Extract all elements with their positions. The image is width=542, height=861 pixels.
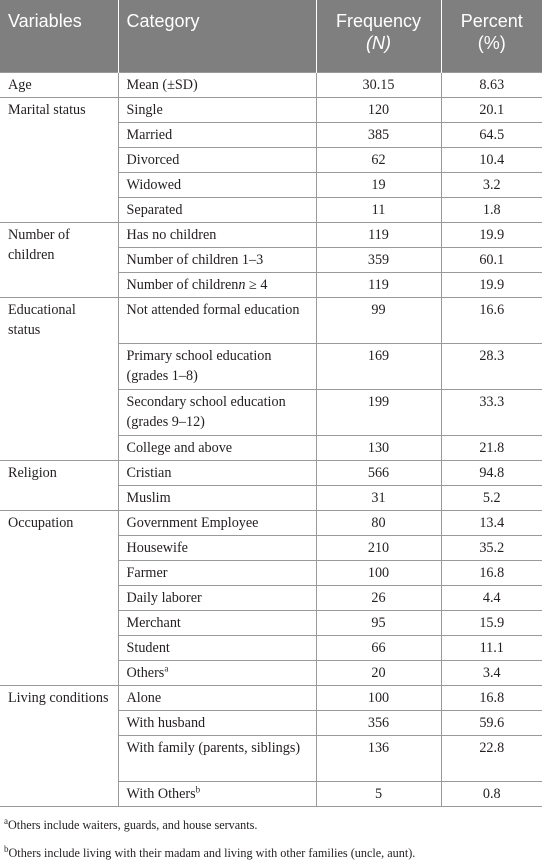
category-text: Number of children	[126, 277, 239, 293]
footnote-mark-a: a	[164, 663, 169, 674]
frequency-cell: 119	[316, 273, 441, 298]
header-row	[0, 0, 542, 73]
percent-cell: 94.8	[441, 461, 542, 486]
table-body	[0, 73, 542, 807]
category-cell: Alone	[118, 686, 316, 711]
frequency-cell: 99	[316, 298, 441, 344]
percent-cell: 60.1	[441, 248, 542, 273]
category-cell: Not attended formal education	[118, 298, 316, 344]
percent-cell: 16.8	[441, 686, 542, 711]
table-row	[0, 461, 542, 486]
frequency-cell: 119	[316, 223, 441, 248]
percent-cell: 59.6	[441, 711, 542, 736]
header-variables: Variables	[0, 0, 118, 73]
category-cell: Secondary school education (grades 9–12)	[118, 390, 316, 436]
footnote-b-mark: b	[4, 843, 9, 854]
category-cell: With husband	[118, 711, 316, 736]
category-cell: Married	[118, 123, 316, 148]
percent-cell: 4.4	[441, 586, 542, 611]
frequency-cell: 359	[316, 248, 441, 273]
percent-cell: 16.6	[441, 298, 542, 344]
variable-cell: Living conditions	[0, 686, 118, 807]
frequency-cell: 19	[316, 173, 441, 198]
category-cell: Primary school education (grades 1–8)	[118, 344, 316, 390]
category-cell: Divorced	[118, 148, 316, 173]
frequency-cell: 385	[316, 123, 441, 148]
percent-cell: 16.8	[441, 561, 542, 586]
frequency-cell: 100	[316, 561, 441, 586]
variable-cell: Number of children	[0, 223, 118, 298]
percent-cell: 5.2	[441, 486, 542, 511]
table-row	[0, 73, 542, 98]
variable-cell: Religion	[0, 461, 118, 511]
variable-cell: Occupation	[0, 511, 118, 686]
frequency-cell: 199	[316, 390, 441, 436]
category-cell: Merchant	[118, 611, 316, 636]
category-cell: Has no children	[118, 223, 316, 248]
category-text: With Others	[126, 786, 196, 802]
category-cell: Single	[118, 98, 316, 123]
table-row	[0, 686, 542, 711]
category-cell: Housewife	[118, 536, 316, 561]
header-frequency	[316, 0, 441, 73]
footnote-a-mark: a	[4, 815, 8, 826]
category-cell: Muslim	[118, 486, 316, 511]
frequency-cell: 130	[316, 436, 441, 461]
category-text: Others	[126, 665, 165, 681]
percent-cell: 33.3	[441, 390, 542, 436]
percent-cell: 21.8	[441, 436, 542, 461]
category-cell: Separated	[118, 198, 316, 223]
category-suffix: ≥ 4	[245, 277, 268, 293]
table-row	[0, 511, 542, 536]
percent-cell: 19.9	[441, 273, 542, 298]
frequency-cell: 5	[316, 782, 441, 807]
frequency-cell: 11	[316, 198, 441, 223]
percent-cell: 64.5	[441, 123, 542, 148]
percent-cell: 3.4	[441, 661, 542, 686]
frequency-cell: 31	[316, 486, 441, 511]
category-cell: Daily laborer	[118, 586, 316, 611]
percent-cell: 13.4	[441, 511, 542, 536]
category-cell: Mean (±SD)	[118, 73, 316, 98]
category-cell: Government Employee	[118, 511, 316, 536]
frequency-cell: 95	[316, 611, 441, 636]
percent-cell: 10.4	[441, 148, 542, 173]
percent-cell: 19.9	[441, 223, 542, 248]
frequency-cell: 100	[316, 686, 441, 711]
category-cell	[118, 782, 316, 807]
percent-cell: 22.8	[441, 736, 542, 782]
frequency-cell: 210	[316, 536, 441, 561]
category-cell: College and above	[118, 436, 316, 461]
frequency-cell: 169	[316, 344, 441, 390]
percent-cell: 0.8	[441, 782, 542, 807]
footnote-a	[4, 817, 538, 833]
footnote-a-text: Others include waiters, guards, and house servants.	[8, 818, 258, 832]
frequency-cell: 80	[316, 511, 441, 536]
category-cell	[118, 661, 316, 686]
frequency-cell: 20	[316, 661, 441, 686]
percent-cell: 28.3	[441, 344, 542, 390]
percent-cell: 8.63	[441, 73, 542, 98]
frequency-cell: 66	[316, 636, 441, 661]
category-n: n	[238, 277, 246, 293]
category-cell	[118, 273, 316, 298]
percent-cell: 20.1	[441, 98, 542, 123]
footnote-mark-b: b	[195, 784, 201, 795]
frequency-cell: 30.15	[316, 73, 441, 98]
header-frequency-n: (N)	[366, 33, 391, 53]
table-footnotes	[0, 807, 542, 861]
table-header	[0, 0, 542, 73]
header-frequency-label: Frequency	[335, 11, 422, 31]
category-cell: Cristian	[118, 461, 316, 486]
category-cell: Farmer	[118, 561, 316, 586]
footnote-b	[4, 845, 538, 861]
footnote-b-text: Others include living with their madam and living with other families (uncle, aunt).	[8, 846, 416, 860]
variable-cell: Age	[0, 73, 118, 98]
percent-cell: 11.1	[441, 636, 542, 661]
header-percent-label: Percent	[460, 11, 523, 31]
frequency-cell: 356	[316, 711, 441, 736]
variable-cell: Marital status	[0, 98, 118, 223]
table-row	[0, 298, 542, 344]
header-percent-sign: (%)	[477, 33, 506, 53]
frequency-cell: 136	[316, 736, 441, 782]
frequency-cell: 62	[316, 148, 441, 173]
percent-cell: 35.2	[441, 536, 542, 561]
percent-cell: 1.8	[441, 198, 542, 223]
header-percent	[441, 0, 542, 73]
table-row	[0, 223, 542, 248]
category-cell: With family (parents, siblings)	[118, 736, 316, 782]
category-cell: Widowed	[118, 173, 316, 198]
category-cell: Number of children 1–3	[118, 248, 316, 273]
frequency-cell: 120	[316, 98, 441, 123]
percent-cell: 15.9	[441, 611, 542, 636]
table-row	[0, 98, 542, 123]
variable-cell: Educational status	[0, 298, 118, 461]
frequency-cell: 26	[316, 586, 441, 611]
header-category: Category	[118, 0, 316, 73]
percent-cell: 3.2	[441, 173, 542, 198]
frequency-cell: 566	[316, 461, 441, 486]
category-cell: Student	[118, 636, 316, 661]
